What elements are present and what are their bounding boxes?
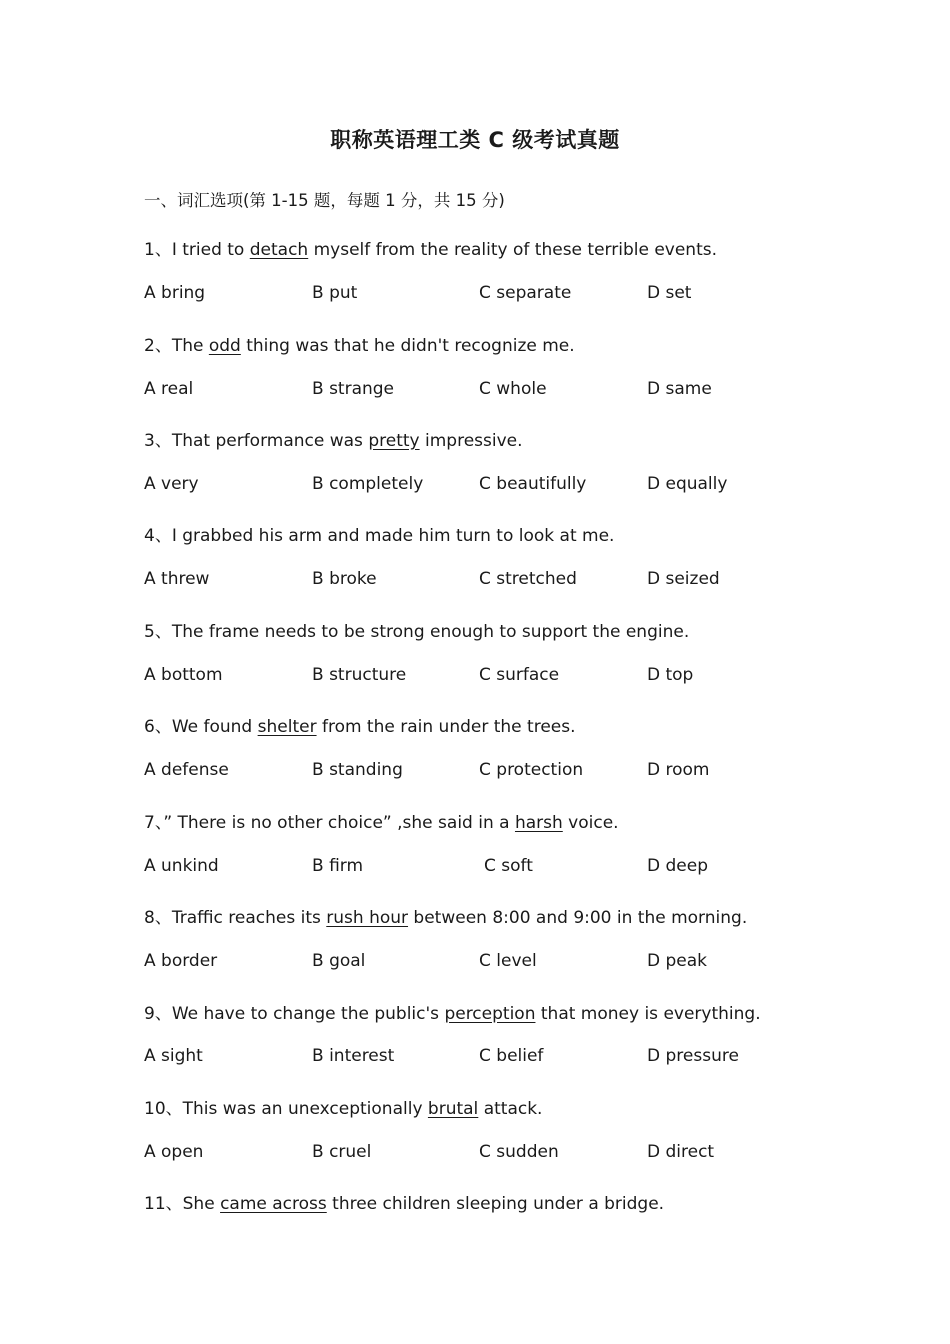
- options-row-4: [0, 569, 950, 593]
- option-a: A real: [144, 379, 194, 399]
- question-text: 10、This was an unexceptionally: [144, 1099, 428, 1119]
- key-word: harsh: [514, 813, 563, 833]
- option-b: B interest: [312, 1046, 395, 1066]
- question-text: between 8:00 and 9:00 in the morning.: [408, 908, 748, 928]
- options-row-9: [0, 1046, 950, 1070]
- question-6: [144, 712, 576, 737]
- question-text: 3、That performance was: [144, 431, 369, 451]
- question-text: that money is everything.: [535, 1004, 761, 1024]
- option-b: B structure: [312, 665, 407, 685]
- key-word: brutal: [427, 1099, 479, 1119]
- question-text: 6、We found: [144, 717, 258, 737]
- option-c: C separate: [479, 283, 572, 303]
- question-text: 8、Traffic reaches its: [144, 908, 327, 928]
- question-text: 5、The frame needs to be strong enough to support the engine.: [144, 622, 690, 642]
- question-text: 9、We have to change the public's: [144, 1004, 445, 1024]
- section-heading: 一、词汇选项(第 1-15 题，每题 1 分，共 15 分): [144, 191, 505, 210]
- question-text: thing was that he didn't recognize me.: [240, 336, 575, 356]
- question-8: [144, 903, 747, 928]
- option-a: A border: [144, 951, 218, 971]
- key-word: pretty: [368, 431, 420, 451]
- options-row-8: [0, 951, 950, 975]
- option-c: C sudden: [479, 1142, 559, 1162]
- option-d: D peak: [647, 951, 708, 971]
- key-word: odd: [208, 336, 241, 356]
- option-c: C whole: [479, 379, 547, 399]
- option-a: A very: [144, 474, 199, 494]
- question-text: 11、She: [144, 1194, 221, 1214]
- options-row-2: [0, 379, 950, 403]
- question-text: three children sleeping under a bridge.: [326, 1194, 665, 1214]
- option-c: C protection: [479, 760, 584, 780]
- question-text: voice.: [562, 813, 619, 833]
- question-text: from the rain under the trees.: [316, 717, 576, 737]
- option-b: B put: [312, 283, 358, 303]
- key-word: detach: [249, 240, 309, 260]
- option-b: B broke: [312, 569, 377, 589]
- option-d: D set: [647, 283, 692, 303]
- option-a: A bring: [144, 283, 206, 303]
- option-d: D seized: [647, 569, 720, 589]
- options-row-5: [0, 665, 950, 689]
- option-a: A unkind: [144, 856, 219, 876]
- options-row-10: [0, 1142, 950, 1166]
- option-a: A defense: [144, 760, 229, 780]
- option-d: D same: [647, 379, 712, 399]
- question-text: myself from the reality of these terrible events.: [308, 240, 717, 260]
- option-b: B goal: [312, 951, 366, 971]
- question-text: 1、I tried to: [144, 240, 250, 260]
- question-3: [144, 426, 523, 451]
- option-a: A threw: [144, 569, 210, 589]
- option-c: C stretched: [479, 569, 577, 589]
- option-b: B completely: [312, 474, 424, 494]
- question-11: [144, 1189, 664, 1214]
- option-c: C belief: [479, 1046, 544, 1066]
- document-title: 职称英语理工类 C 级考试真题: [330, 128, 620, 152]
- option-a: A bottom: [144, 665, 223, 685]
- option-a: A open: [144, 1142, 204, 1162]
- option-c: C level: [479, 951, 537, 971]
- option-d: D pressure: [647, 1046, 739, 1066]
- option-c: C beautifully: [479, 474, 587, 494]
- options-row-3: [0, 474, 950, 498]
- option-c: C soft: [484, 856, 533, 876]
- key-word: shelter: [257, 717, 317, 737]
- option-d: D deep: [647, 856, 708, 876]
- key-word: came across: [220, 1194, 327, 1214]
- option-d: D equally: [647, 474, 728, 494]
- options-row-1: [0, 283, 950, 307]
- question-text: 7、” There is no other choice” ,she said in a: [144, 813, 515, 833]
- question-4: [144, 521, 614, 546]
- question-9: [144, 999, 761, 1024]
- key-word: rush hour: [326, 908, 409, 928]
- question-text: attack.: [478, 1099, 543, 1119]
- question-1: [144, 235, 717, 260]
- option-d: D top: [647, 665, 694, 685]
- option-a: A sight: [144, 1046, 203, 1066]
- options-row-7: [0, 856, 950, 880]
- question-2: [144, 331, 575, 356]
- question-7: [144, 808, 619, 833]
- question-text: 2、The: [144, 336, 209, 356]
- option-c: C surface: [479, 665, 560, 685]
- option-b: B firm: [312, 856, 364, 876]
- options-row-6: [0, 760, 950, 784]
- question-10: [144, 1094, 542, 1119]
- option-b: B standing: [312, 760, 403, 780]
- question-text: impressive.: [419, 431, 523, 451]
- option-b: B strange: [312, 379, 395, 399]
- option-d: D direct: [647, 1142, 715, 1162]
- option-b: B cruel: [312, 1142, 372, 1162]
- question-text: 4、I grabbed his arm and made him turn to look at me.: [144, 526, 615, 546]
- key-word: perception: [444, 1004, 536, 1024]
- question-5: [144, 617, 689, 642]
- option-d: D room: [647, 760, 710, 780]
